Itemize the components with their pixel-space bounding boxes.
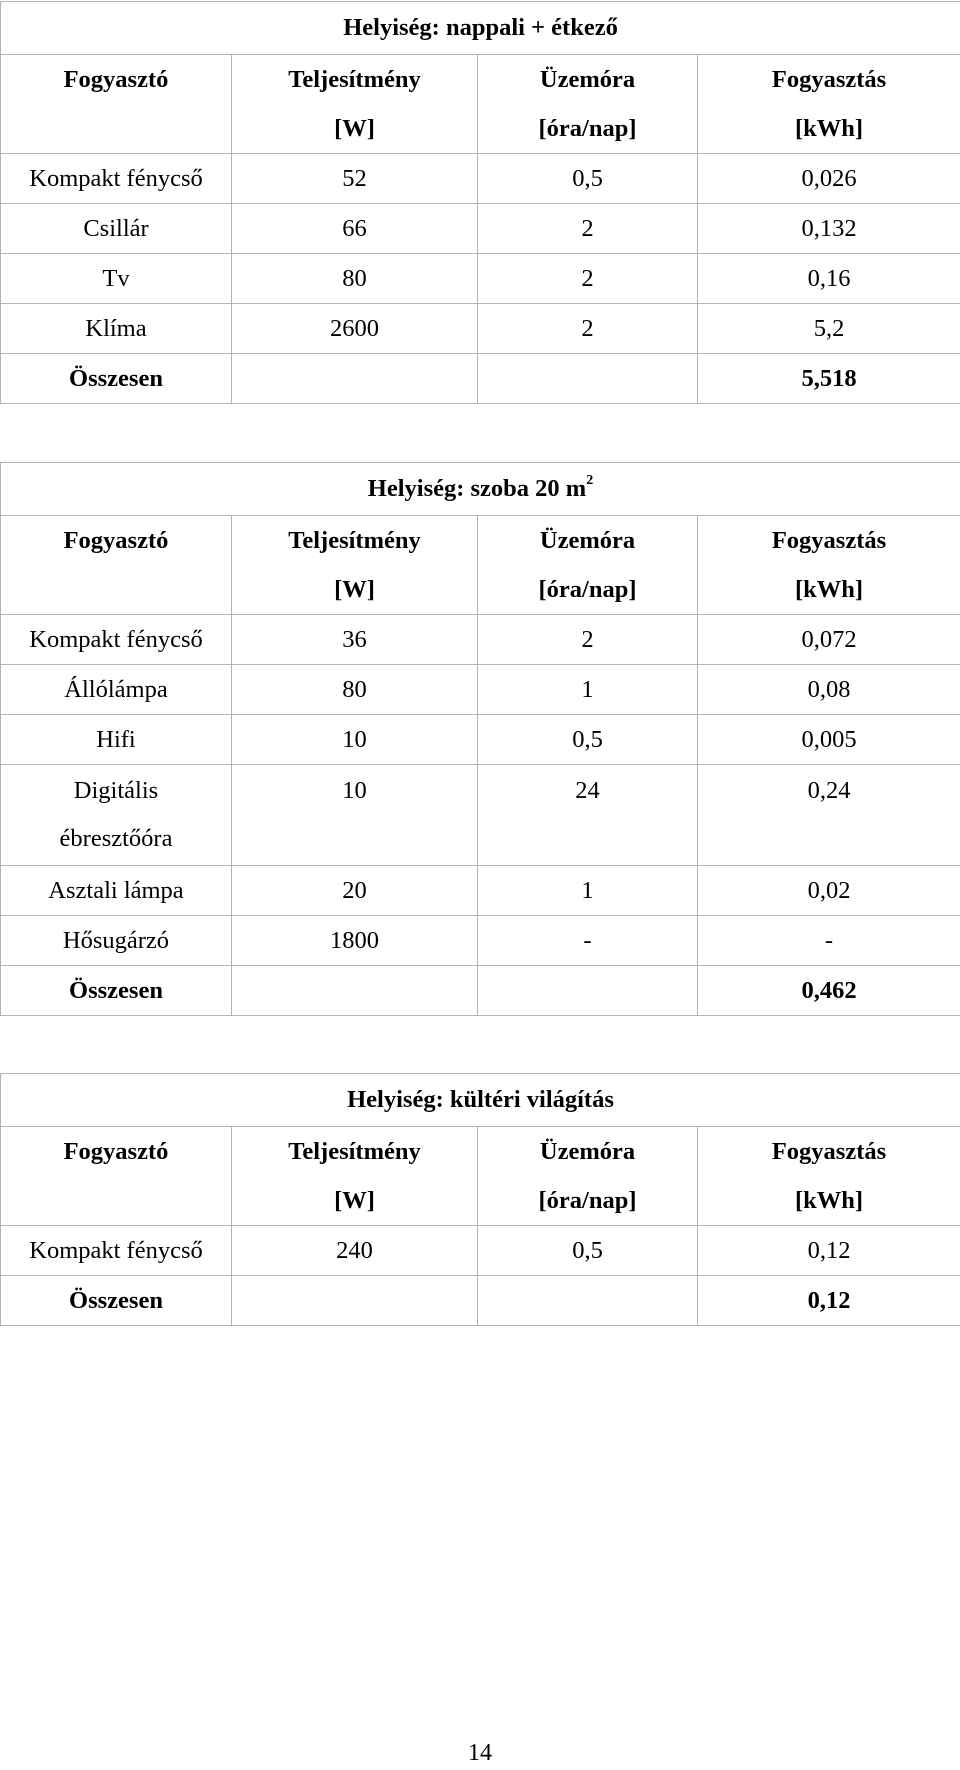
room-title: Helyiség: nappali + étkező (1, 2, 960, 55)
hours-value: 1 (478, 665, 698, 715)
consumption-value: 0,08 (698, 665, 960, 715)
table-row (1, 615, 960, 665)
header-row (1, 1127, 960, 1177)
header-unit-empty (1, 565, 232, 615)
header-unit-empty (1, 1176, 232, 1226)
header-power-unit: [W] (232, 104, 478, 154)
consumption-value: - (698, 916, 960, 966)
header-unit-empty (1, 104, 232, 154)
total-label: Összesen (1, 966, 232, 1016)
consumer-name-line1: Digitális (73, 777, 159, 804)
room-table-outdoor-lighting (0, 1073, 960, 1326)
hours-value: 24 (478, 765, 698, 866)
table-row (1, 765, 960, 866)
total-label: Összesen (1, 354, 232, 404)
header-unit-row (1, 565, 960, 615)
power-value: 1800 (232, 916, 478, 966)
consumption-value: 0,072 (698, 615, 960, 665)
hours-value: 2 (478, 615, 698, 665)
consumer-name: Kompakt fénycső (1, 1226, 232, 1276)
hours-value: 2 (478, 304, 698, 354)
hours-value: 2 (478, 204, 698, 254)
power-value: 52 (232, 154, 478, 204)
header-hours: Üzemóra (478, 55, 698, 105)
consumption-value: 0,005 (698, 715, 960, 765)
header-consumption-unit: [kWh] (698, 104, 960, 154)
consumer-name: Állólámpa (1, 665, 232, 715)
total-empty (478, 354, 698, 404)
room-table-living-dining (0, 1, 960, 404)
consumer-name: Asztali lámpa (1, 866, 232, 916)
total-value: 0,462 (698, 966, 960, 1016)
power-value: 36 (232, 615, 478, 665)
hours-value: 2 (478, 254, 698, 304)
room-title-superscript: 2 (586, 473, 594, 488)
header-power: Teljesítmény (232, 1127, 478, 1177)
table-row (1, 154, 960, 204)
total-empty (232, 966, 478, 1016)
consumer-name-line2: ébresztőóra (59, 825, 173, 852)
power-value: 20 (232, 866, 478, 916)
header-power-unit: [W] (232, 1176, 478, 1226)
header-consumption: Fogyasztás (698, 55, 960, 105)
hours-value: - (478, 916, 698, 966)
table-row (1, 665, 960, 715)
consumption-value: 0,132 (698, 204, 960, 254)
total-label: Összesen (1, 1276, 232, 1326)
header-unit-row (1, 104, 960, 154)
room-title-text: Helyiség: szoba 20 m (367, 475, 587, 502)
power-value: 10 (232, 715, 478, 765)
header-consumer: Fogyasztó (1, 516, 232, 566)
total-row (1, 1276, 960, 1326)
total-empty (478, 966, 698, 1016)
header-hours-unit: [óra/nap] (478, 1176, 698, 1226)
power-value: 240 (232, 1226, 478, 1276)
room-table-bedroom (0, 462, 960, 1016)
header-consumer: Fogyasztó (1, 1127, 232, 1177)
header-consumer: Fogyasztó (1, 55, 232, 105)
hours-value: 0,5 (478, 1226, 698, 1276)
header-power: Teljesítmény (232, 55, 478, 105)
hours-value: 0,5 (478, 715, 698, 765)
table-row (1, 916, 960, 966)
consumer-name: Csillár (1, 204, 232, 254)
total-empty (478, 1276, 698, 1326)
table-row (1, 1226, 960, 1276)
table-row (1, 715, 960, 765)
table-row (1, 866, 960, 916)
room-title (1, 463, 960, 516)
total-value: 0,12 (698, 1276, 960, 1326)
total-empty (232, 1276, 478, 1326)
header-consumption: Fogyasztás (698, 516, 960, 566)
header-power-unit: [W] (232, 565, 478, 615)
consumer-name: Hifi (1, 715, 232, 765)
table-row (1, 304, 960, 354)
total-row (1, 354, 960, 404)
total-row (1, 966, 960, 1016)
header-consumption: Fogyasztás (698, 1127, 960, 1177)
consumer-name: Tv (1, 254, 232, 304)
room-title: Helyiség: kültéri világítás (1, 1074, 960, 1127)
header-consumption-unit: [kWh] (698, 1176, 960, 1226)
header-row (1, 55, 960, 105)
consumption-value: 5,2 (698, 304, 960, 354)
consumer-name: Kompakt fénycső (1, 615, 232, 665)
consumption-value: 0,12 (698, 1226, 960, 1276)
power-value: 2600 (232, 304, 478, 354)
hours-value: 0,5 (478, 154, 698, 204)
page-number: 14 (468, 1740, 492, 1766)
header-hours: Üzemóra (478, 1127, 698, 1177)
consumer-name (1, 765, 232, 866)
consumption-value: 0,02 (698, 866, 960, 916)
consumer-name: Klíma (1, 304, 232, 354)
header-hours-unit: [óra/nap] (478, 104, 698, 154)
total-value: 5,518 (698, 354, 960, 404)
table-row (1, 204, 960, 254)
header-unit-row (1, 1176, 960, 1226)
consumer-name: Hősugárzó (1, 916, 232, 966)
consumption-value: 0,026 (698, 154, 960, 204)
power-value: 80 (232, 254, 478, 304)
header-hours: Üzemóra (478, 516, 698, 566)
consumer-name: Kompakt fénycső (1, 154, 232, 204)
power-value: 10 (232, 765, 478, 866)
consumption-value: 0,16 (698, 254, 960, 304)
consumption-value: 0,24 (698, 765, 960, 866)
header-power: Teljesítmény (232, 516, 478, 566)
header-consumption-unit: [kWh] (698, 565, 960, 615)
header-hours-unit: [óra/nap] (478, 565, 698, 615)
power-value: 80 (232, 665, 478, 715)
total-empty (232, 354, 478, 404)
power-value: 66 (232, 204, 478, 254)
header-row (1, 516, 960, 566)
hours-value: 1 (478, 866, 698, 916)
table-row (1, 254, 960, 304)
